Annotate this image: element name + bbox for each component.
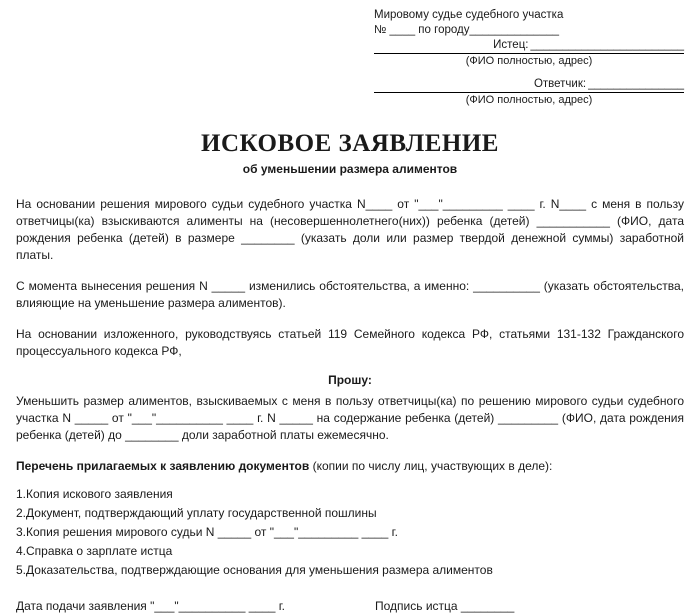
paragraph-2: С момента вынесения решения N _____ изменились обстоятельства, а именно: __________ (указать обстоятельства, влияющие на уменьшение размера алиментов). [16,279,684,310]
signature-line: Подпись истца ________ [375,599,515,613]
document-body [16,196,684,615]
plaintiff-label: Истец: [493,39,529,51]
defendant-note: (ФИО полностью, адрес) [374,92,684,108]
defendant-label: Ответчик: [533,78,587,90]
court-line-2: № ____ по городу______________ [374,24,560,36]
list-item: 5.Доказательства, подтверждающие основания для уменьшения размера алиментов [16,563,493,577]
court-line-1: Мировому судье судебного участка [374,9,564,21]
paragraph-4: Уменьшить размер алиментов, взыскиваемых с меня в пользу ответчицы(ка) по решению мирового судьи судебного участка N _____ от "___"__________ ____ г. N _____ на содержание ребенка (детей) _________ (ФИО, дата рождения ребенка (детей) до ________ доли заработной платы ежемесячно. [16,394,684,442]
list-item: 3.Копия решения мирового судьи N _____ от "___"_________ ____ г. [16,525,398,539]
list-item: 4.Справка о зарплате истца [16,544,173,558]
defendant-fill: _______________ [588,78,684,90]
addressee-block [374,8,684,108]
document-footer [16,598,684,615]
document-title: ИСКОВОЕ ЗАЯВЛЕНИЕ [201,130,499,157]
attachments-heading-bold: Перечень прилагаемых к заявлению документов [16,459,310,473]
request-heading: Прошу: [328,373,372,387]
attachments-heading-regular: (копии по числу лиц, участвующих в деле): [312,459,553,473]
plaintiff-note: (ФИО полностью, адрес) [374,53,684,69]
document-subtitle: об уменьшении размера алиментов [242,162,458,176]
paragraph-3: На основании изложенного, руководствуясь статьей 119 Семейного кодекса РФ, статьями 131-132 Гражданского процессуального кодекса РФ, [16,327,684,358]
plaintiff-row [374,38,684,53]
defendant-row [374,77,684,92]
paragraph-1: На основании решения мирового судьи судебного участка N____ от "___"_________ ____ г. N____ с меня в пользу ответчицы(ка) взыскиваются алименты на (несовершеннолетнего(них)) ребенка (детей) ___________ (ФИО, дата рождения ребенка (детей) в размере ________ (указать доли или размер твердой денежной суммы) заработной платы. [16,197,684,262]
date-line: Дата подачи заявления "___"__________ ____ г. [16,599,286,613]
list-item: 1.Копия искового заявления [16,487,173,501]
attachments-list [16,485,684,580]
plaintiff-fill: ________________________ [530,39,684,51]
list-item: 2.Документ, подтверждающий уплату государственной пошлины [16,506,377,520]
document-header [16,8,684,108]
attachments-heading [16,458,684,475]
